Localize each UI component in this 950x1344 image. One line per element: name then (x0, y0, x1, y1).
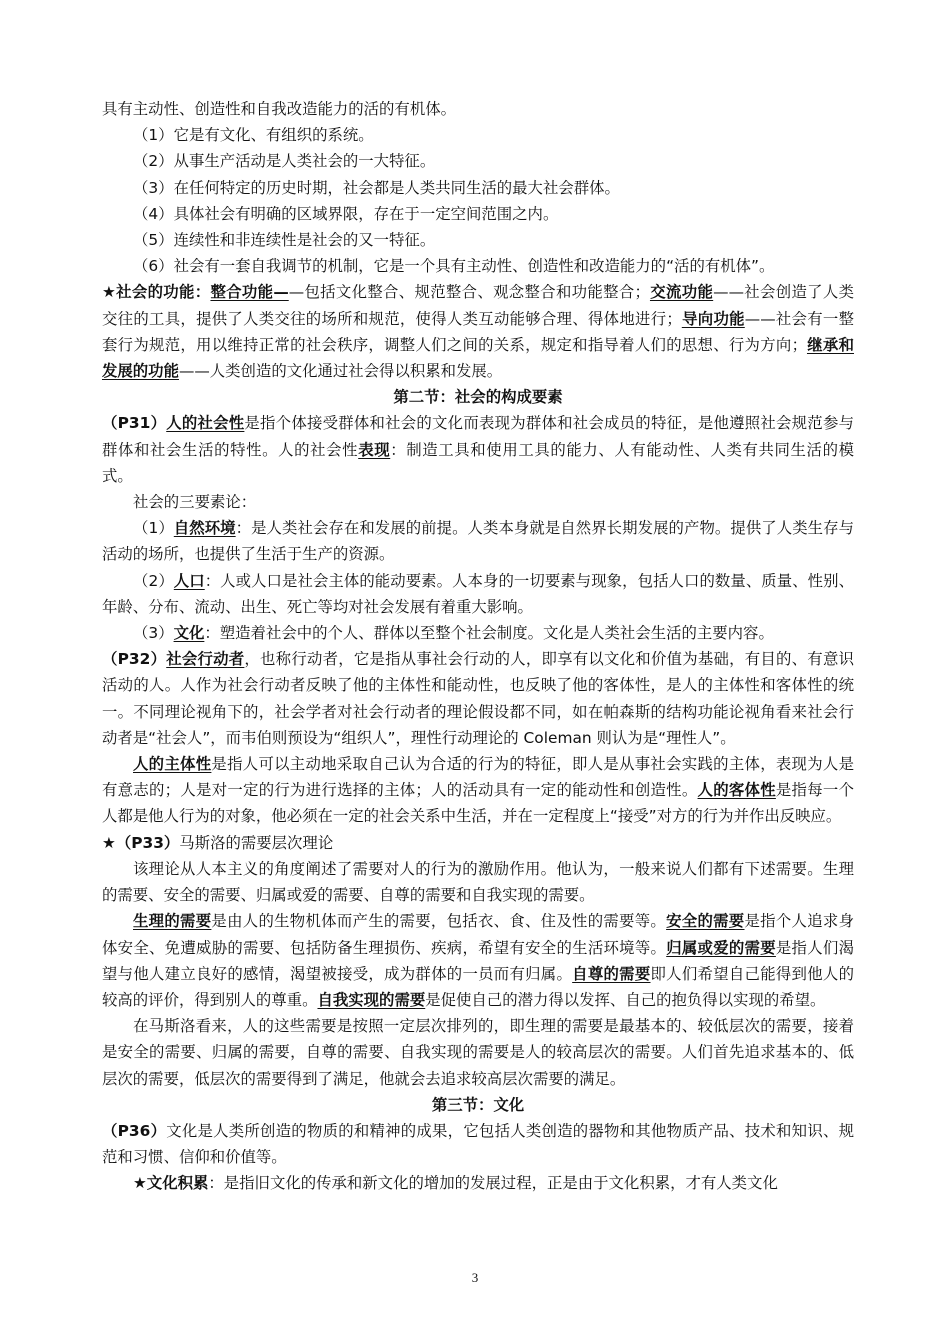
p31-text-1: 是指个体接受群体和社会的文化而表现为群体和社会成员的特征，是他遵照社会规范参与群体和社会生活的特性。人的社会性 (102, 414, 854, 459)
functions-lead: ★社会的功能： (102, 283, 211, 302)
three-elements-intro: 社会的三要素论： (133, 493, 257, 512)
feature-4: （4）具体社会有明确的区域界限，存在于一定空间范围之内。 (133, 204, 559, 223)
desc-safety: 是指个人追求身体安全、免遭威胁的需要、包括防备生理损伤、疾病，希望有安全的生活环境等。 (102, 912, 854, 957)
section-2-heading: 第二节：社会的构成要素 (393, 388, 563, 407)
term-self-actualization: 自我实现的需要 (317, 990, 426, 1009)
p32-text: ，也称行动者，它是指从事社会行动的人，即享有以文化和价值为基础，有目的、有意识活动的人。人作为社会行动者反映了他的主体性和能动性，也反映了他的客体性，是人的主体性和客体性的统一。不同理论视角下的，社会学者对社会行动者的理论假设都不同，如在帕森斯的结构功能论视角看来社会行动者是“社会人”，而韦伯则预设为“组织人”，理性行动理论的 Coleman 则认为是“理性人”。 (102, 650, 854, 747)
feature-5: （5）连续性和非连续性是社会的又一特征。 (133, 231, 436, 250)
feature-3: （3）在任何特定的历史时期，社会都是人类共同生活的最大社会群体。 (133, 178, 620, 197)
p33-ref: （P33） (115, 833, 180, 852)
term-belonging: 归属或爱的需要 (666, 938, 776, 957)
desc-physiological: 是由人的生物机体而产生的需要，包括衣、食、住及性的需要等。 (211, 912, 667, 931)
p31-paragraph (102, 410, 854, 489)
term-culture: 文化 (173, 624, 205, 643)
term-inheritance: 继承和发展的功能 (102, 335, 854, 381)
maslow-intro: 该理论从人本主义的角度阐述了需要对人的行为的激励作用。他认为，一般来说人们都有下述需要。生理的需要、安全的需要、归属或爱的需要、自尊的需要和自我实现的需要。 (102, 859, 854, 905)
feature-1: （1）它是有文化、有组织的系统。 (133, 126, 374, 145)
p36-ref: （P36） (102, 1121, 167, 1140)
term-manifestation: 表现 (358, 440, 391, 459)
term-nature: 自然环境 (173, 519, 236, 538)
term-safety: 安全的需要 (666, 912, 745, 931)
objectivity-text: 是指每一个人都是他人行为的对象，他必须在一定的社会关系中生活，并在一定程度上“接受”对方的行为并作出反映应。 (102, 781, 854, 826)
p33-heading (102, 830, 854, 856)
desc-integration: —包括文化整合、规范整合、观念整合和功能整合； (288, 283, 650, 302)
maslow-needs-paragraph (102, 908, 854, 1013)
element-population (102, 568, 854, 620)
term-accumulation: ★文化积累 (133, 1174, 209, 1193)
element-text: ：是人类社会存在和发展的前提。人类本身就是自然界长期发展的产物。提供了人类生存与活动的场所，也提供了生活于生产的资源。 (102, 519, 854, 564)
term-social-actor: 社会行动者 (166, 650, 245, 669)
subjectivity-text: 是指人可以主动地采取自己认为合适的行为的特征，即人是从事社会实践的主体，表现为人是有意志的；人是对一定的行为进行选择的主体；人的活动具有一定的能动性和创造性。 (102, 755, 854, 800)
document-page (102, 96, 854, 1197)
desc-esteem: 即人们希望自己能得到他人的较高的评价，得到别人的尊重。 (102, 964, 854, 1009)
desc-self-actualization: 是促使自己的潜力得以发挥、自己的抱负得以实现的希望。 (425, 990, 826, 1009)
term-objectivity: 人的客体性 (697, 781, 776, 800)
desc-communication: ——社会创造了人类交往的工具，提供了人类交往的场所和规范，使得人类互动能够合理、得体地进行； (102, 283, 854, 328)
maslow-hierarchy: 在马斯洛看来，人的这些需要是按照一定层次排列的，即生理的需要是最基本的、较低层次的需要，接着是安全的需要、归属的需要，自尊的需要、自我实现的需要是人的较高层次的需要。人们首先追求基本的、低层次的需要，低层次的需要得到了满足，他就会去追求较高层次需要的满足。 (102, 1017, 854, 1088)
p36-paragraph (102, 1118, 854, 1170)
p31-text-2: ：制造工具和使用工具的能力、人有能动性、人类有共同生活的模式。 (102, 440, 854, 485)
desc-inheritance: ——人类创造的文化通过社会得以积累和发展。 (178, 362, 503, 381)
page-number: 3 (471, 1270, 479, 1285)
term-esteem: 自尊的需要 (572, 964, 651, 983)
term-guidance: 导向功能 (681, 309, 745, 328)
term-physiological: 生理的需要 (133, 912, 212, 931)
element-nature (102, 515, 854, 567)
element-text: ：塑造着社会中的个人、群体以至整个社会制度。文化是人类社会生活的主要内容。 (204, 624, 774, 643)
social-functions-paragraph (102, 279, 854, 384)
element-culture (102, 620, 854, 646)
term-human-sociality: 人的社会性 (166, 414, 245, 433)
p32-paragraph (102, 646, 854, 751)
desc-guidance: ——社会有一整套行为规范，用以维持正常的社会秩序，调整人们之间的关系，规定和指导着人们的思想、行为方向； (102, 309, 854, 354)
star-icon: ★ (102, 833, 116, 852)
intro-line: 具有主动性、创造性和自我改造能力的活的有机体。 (102, 100, 456, 118)
element-num: （2） (133, 571, 174, 590)
p33-title: 马斯洛的需要层次理论 (179, 833, 334, 852)
element-num: （1） (133, 519, 174, 538)
term-communication: 交流功能 (649, 283, 714, 302)
p32-ref: （P32） (102, 650, 167, 669)
accumulation-text: ：是指旧文化的传承和新文化的增加的发展过程，正是由于文化积累，才有人类文化 (208, 1174, 778, 1193)
term-population: 人口 (173, 571, 205, 590)
section-3-heading: 第三节：文化 (431, 1095, 525, 1114)
p31-ref: （P31） (102, 414, 167, 433)
feature-6: （6）社会有一套自我调节的机制，它是一个具有主动性、创造性和改造能力的“活的有机体”。 (133, 257, 775, 276)
p36-text: 文化是人类所创造的物质的和精神的成果，它包括人类创造的器物和其他物质产品、技术和知识、规范和习惯、信仰和价值等。 (102, 1121, 854, 1167)
feature-2: （2）从事生产活动是人类社会的一大特征。 (133, 152, 436, 171)
term-integration: 整合功能— (210, 283, 289, 302)
desc-belonging: 是指人们渴望与他人建立良好的感情，渴望被接受，成为群体的一员而有归属。 (102, 938, 854, 983)
cultural-accumulation (102, 1170, 854, 1196)
element-text: ：人或人口是社会主体的能动要素。人本身的一切要素与现象，包括人口的数量、质量、性别、年龄、分布、流动、出生、死亡等均对社会发展有着重大影响。 (102, 571, 854, 616)
element-num: （3） (133, 624, 174, 643)
term-subjectivity: 人的主体性 (133, 755, 212, 774)
subjectivity-paragraph (102, 751, 854, 830)
